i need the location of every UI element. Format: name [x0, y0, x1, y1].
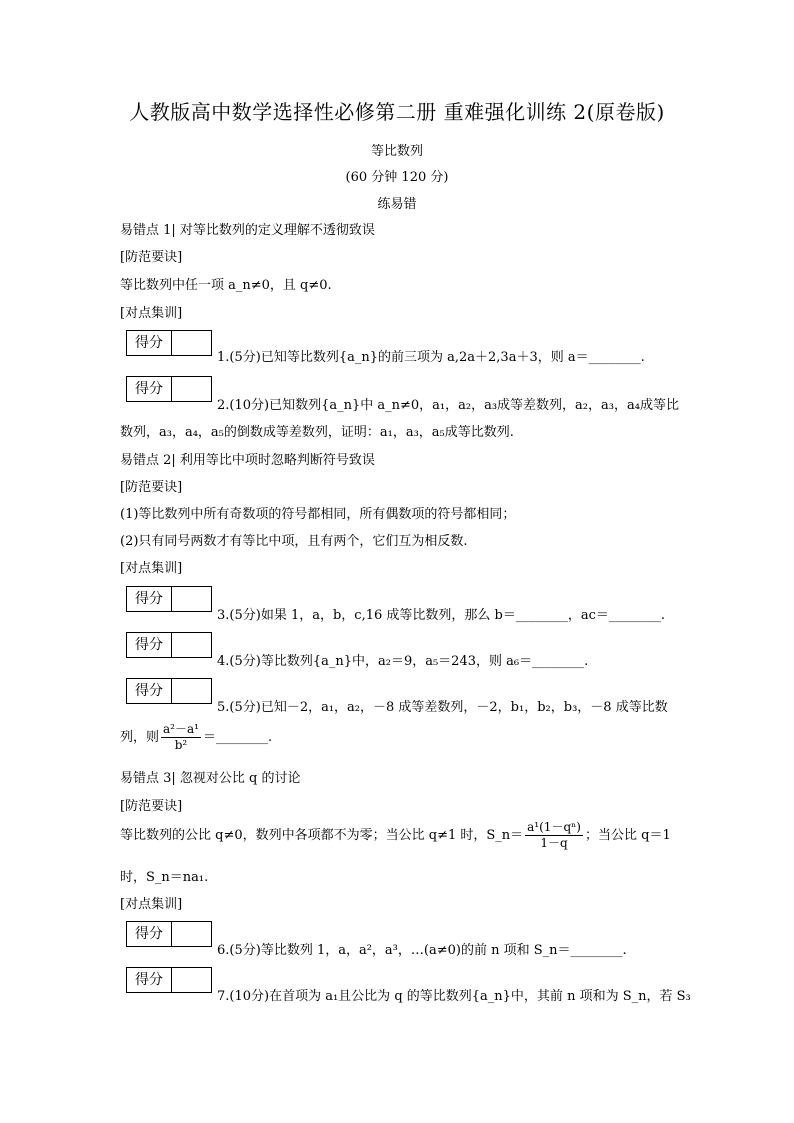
time-score-info: (60 分钟 120 分) [345, 170, 449, 185]
question-7: 7.(10分)在首项为 a₁且公比为 q 的等比数列{a_n}中，其前 n 项和为 S_n，若 S₃ [217, 989, 691, 1004]
score-box-6[interactable] [126, 921, 212, 947]
error-point-3-title: 易错点 3| 忽视对公比 q 的讨论 [120, 771, 301, 786]
question-5-fraction [161, 722, 201, 753]
fraction-denominator: 1－q [540, 836, 568, 850]
question-5-line-2 [120, 722, 680, 753]
practice-label-2: [对点集训] [120, 561, 183, 576]
fraction-numerator: a²－a¹ [163, 722, 199, 736]
fraction-denominator: b² [174, 738, 188, 752]
practice-label-3: [对点集训] [120, 897, 183, 912]
score-label: 得分 [127, 679, 172, 703]
error-point-2-title: 易错点 2| 利用等比中项时忽略判断符号致误 [120, 453, 375, 468]
error-point-1-title: 易错点 1| 对等比数列的定义理解不透彻致误 [120, 223, 375, 238]
tips-label-2: [防范要诀] [120, 480, 183, 495]
tips-label-1: [防范要诀] [120, 250, 183, 265]
page-subtitle: 等比数列 [370, 144, 423, 159]
error-point-3-tip [120, 820, 680, 851]
score-box-5[interactable] [126, 678, 212, 704]
question-4: 4.(5分)等比数列{a_n}中，a₂＝9，a₅＝243，则 a₆＝________. [217, 654, 589, 669]
tip-3-suffix: ；当公比 q＝1 [585, 828, 671, 843]
question-5-prefix: 列，则 [120, 730, 160, 745]
score-label: 得分 [127, 922, 172, 946]
score-box-2[interactable] [126, 376, 212, 402]
question-5-suffix: ＝________. [202, 730, 273, 745]
section-heading: 练易错 [377, 197, 417, 212]
score-box-4[interactable] [126, 632, 212, 658]
score-label: 得分 [127, 587, 172, 611]
question-2-line-2: 数列，a₃，a₄，a₅的倒数成等差数列，证明：a₁，a₃，a₅成等比数列. [120, 425, 514, 440]
fraction-numerator: a¹(1－qⁿ) [527, 820, 581, 834]
score-label: 得分 [127, 331, 172, 355]
score-box-3[interactable] [126, 586, 212, 612]
page-title: 人教版高中数学选择性必修第二册 重难强化训练 2(原卷版) [129, 100, 665, 124]
tips-label-3: [防范要诀] [120, 799, 183, 814]
question-1: 1.(5分)已知等比数列{a_n}的前三项为 a,2a＋2,3a＋3，则 a＝________. [217, 350, 645, 365]
question-3: 3.(5分)如果 1，a，b，c,16 成等比数列，那么 b＝________，ac＝________. [217, 608, 665, 623]
score-box-7[interactable] [126, 967, 212, 993]
question-6: 6.(5分)等比数列 1，a，a²，a³，…(a≠0)的前 n 项和 S_n＝________. [217, 943, 627, 958]
score-label: 得分 [127, 633, 172, 657]
question-2-line-1: 2.(10分)已知数列{a_n}中 a_n≠0，a₁，a₂，a₃成等差数列，a₂，a₃，a₄成等比 [217, 398, 679, 413]
error-point-3-tip-line-2: 时，S_n＝na₁. [120, 870, 209, 885]
error-point-2-tip-2: (2)只有同号两数才有等比中项，且有两个，它们互为相反数. [120, 534, 468, 549]
score-box-1[interactable] [126, 330, 212, 356]
tip-3-prefix: 等比数列的公比 q≠0，数列中各项都不为零；当公比 q≠1 时，S_n＝ [120, 828, 524, 843]
error-point-2-tip-1: (1)等比数列中所有奇数项的符号都相同，所有偶数项的符号都相同； [120, 507, 516, 522]
error-point-1-tip: 等比数列中任一项 a_n≠0，且 q≠0. [120, 278, 332, 293]
sum-formula-fraction [525, 820, 583, 851]
practice-label-1: [对点集训] [120, 306, 183, 321]
score-label: 得分 [127, 968, 172, 992]
score-label: 得分 [127, 377, 172, 401]
question-5-line-1: 5.(5分)已知－2，a₁，a₂，－8 成等差数列，－2，b₁，b₂，b₃，－8 成等比数 [217, 700, 668, 715]
